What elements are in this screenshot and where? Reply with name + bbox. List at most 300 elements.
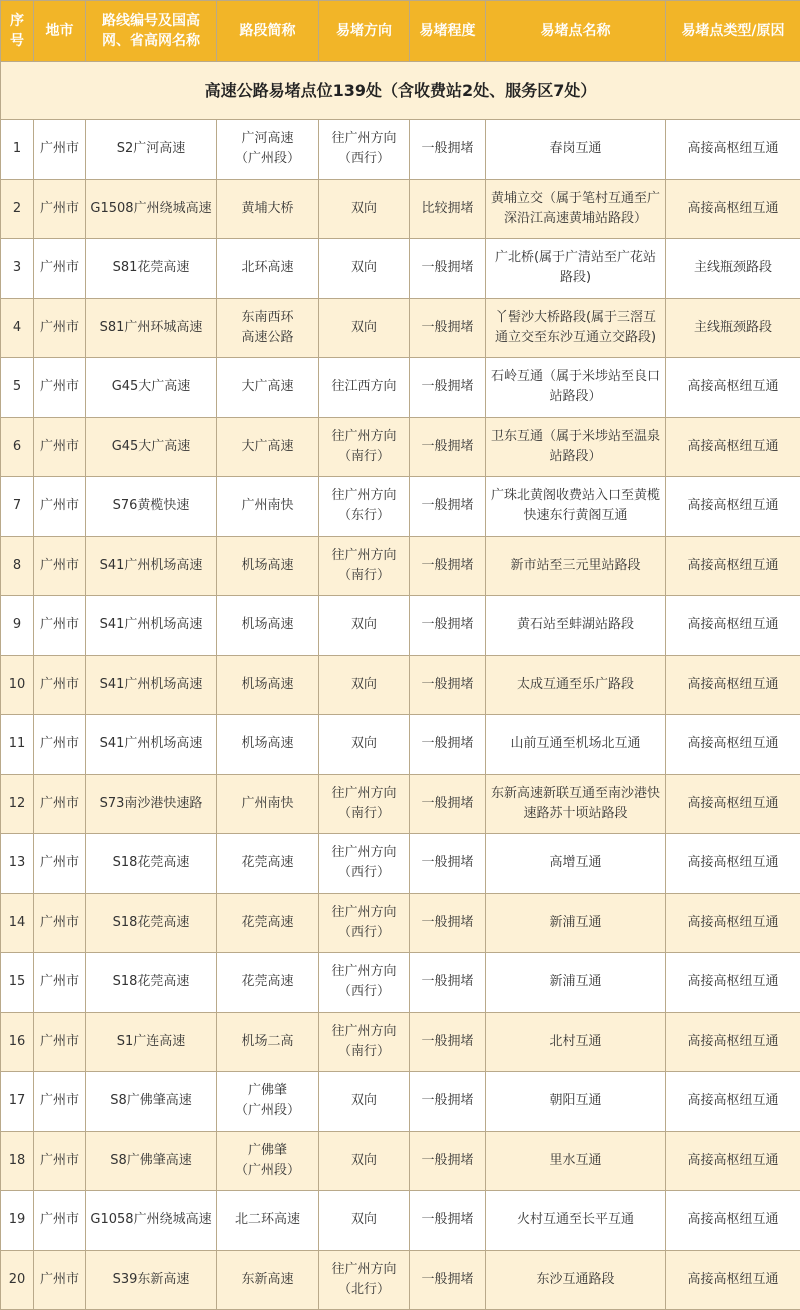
cell-index	[1, 774, 34, 834]
cell-text: S18花莞高速	[89, 853, 213, 873]
cell-text: 19	[4, 1210, 30, 1230]
cell-text: 一般拥堵	[413, 853, 482, 873]
cell-point-name	[486, 358, 666, 418]
cell-route	[86, 1072, 217, 1132]
table-row	[1, 715, 800, 775]
cell-severity	[410, 239, 486, 299]
cell-point-name	[486, 1072, 666, 1132]
cell-text: 往江西方向	[322, 377, 406, 397]
cell-text: S81花莞高速	[89, 258, 213, 278]
cell-point-name	[486, 893, 666, 953]
cell-text: 东南西环 高速公路	[220, 308, 315, 348]
cell-text: 16	[4, 1032, 30, 1052]
cell-severity	[410, 655, 486, 715]
cell-severity	[410, 834, 486, 894]
cell-text: 双向	[322, 1151, 406, 1171]
cell-route	[86, 834, 217, 894]
cell-text: 10	[4, 675, 30, 695]
cell-text: 双向	[322, 258, 406, 278]
cell-text: 一般拥堵	[413, 318, 482, 338]
cell-text: 高接高枢纽互通	[669, 913, 797, 933]
cell-text: 12	[4, 794, 30, 814]
cell-point-type	[666, 536, 800, 596]
cell-text: 新浦互通	[489, 913, 662, 933]
cell-direction	[319, 536, 410, 596]
table-row	[1, 893, 800, 953]
cell-text: 8	[4, 556, 30, 576]
cell-point-type	[666, 477, 800, 537]
cell-severity	[410, 774, 486, 834]
cell-text: 花莞高速	[220, 913, 315, 933]
cell-index	[1, 358, 34, 418]
cell-text: 双向	[322, 199, 406, 219]
table-row	[1, 239, 800, 299]
cell-section	[217, 536, 319, 596]
cell-text: 朝阳互通	[489, 1091, 662, 1111]
cell-text: 广河高速 （广州段）	[220, 129, 315, 169]
cell-text: 广州市	[37, 496, 82, 516]
cell-index	[1, 1131, 34, 1191]
cell-text: 石岭互通（属于米埗站至良口 站路段）	[489, 367, 662, 407]
cell-text: S41广州机场高速	[89, 675, 213, 695]
cell-text: G1508广州绕城高速	[89, 199, 213, 219]
cell-text: 一般拥堵	[413, 913, 482, 933]
cell-text: 一般拥堵	[413, 1270, 482, 1290]
cell-text: 广州市	[37, 675, 82, 695]
cell-text: G45大广高速	[89, 377, 213, 397]
cell-point-type	[666, 953, 800, 1013]
cell-text: 一般拥堵	[413, 496, 482, 516]
cell-section	[217, 298, 319, 358]
cell-section	[217, 893, 319, 953]
cell-text: 广州市	[37, 972, 82, 992]
cell-section	[217, 953, 319, 1013]
cell-severity	[410, 893, 486, 953]
cell-text: 广州市	[37, 1151, 82, 1171]
cell-city	[34, 1191, 86, 1251]
cell-text: S18花莞高速	[89, 913, 213, 933]
cell-direction	[319, 715, 410, 775]
header-route: 路线编号及国高网、省高网名称	[86, 1, 217, 62]
table-row	[1, 358, 800, 418]
cell-text: 春岗互通	[489, 139, 662, 159]
table-row	[1, 834, 800, 894]
cell-city	[34, 1250, 86, 1310]
cell-section	[217, 179, 319, 239]
cell-text: 高接高枢纽互通	[669, 615, 797, 635]
cell-text: 太成互通至乐广路段	[489, 675, 662, 695]
cell-text: 往广州方向 （西行）	[322, 129, 406, 169]
cell-direction	[319, 179, 410, 239]
header-index: 序号	[1, 1, 34, 62]
cell-text: 往广州方向 （北行）	[322, 1260, 406, 1300]
cell-route	[86, 893, 217, 953]
cell-direction	[319, 596, 410, 656]
cell-route	[86, 536, 217, 596]
cell-text: 高接高枢纽互通	[669, 1210, 797, 1230]
cell-point-type	[666, 893, 800, 953]
cell-text: 14	[4, 913, 30, 933]
cell-direction	[319, 120, 410, 180]
cell-index	[1, 953, 34, 1013]
table-row	[1, 1131, 800, 1191]
table-row	[1, 953, 800, 1013]
cell-point-name	[486, 1250, 666, 1310]
cell-text: 火村互通至长平互通	[489, 1210, 662, 1230]
cell-direction	[319, 358, 410, 418]
cell-direction	[319, 953, 410, 1013]
cell-text: 高接高枢纽互通	[669, 1270, 797, 1290]
cell-text: 广州市	[37, 199, 82, 219]
cell-route	[86, 774, 217, 834]
cell-text: 一般拥堵	[413, 139, 482, 159]
cell-direction	[319, 1131, 410, 1191]
cell-text: 卫东互通（属于米埗站至温泉 站路段）	[489, 427, 662, 467]
cell-text: S39东新高速	[89, 1270, 213, 1290]
cell-text: 双向	[322, 675, 406, 695]
cell-section	[217, 1191, 319, 1251]
cell-point-name	[486, 477, 666, 537]
cell-severity	[410, 1072, 486, 1132]
cell-text: S41广州机场高速	[89, 615, 213, 635]
table-row	[1, 1072, 800, 1132]
cell-text: 广州市	[37, 734, 82, 754]
cell-text: 广州市	[37, 853, 82, 873]
cell-text: 高接高枢纽互通	[669, 1091, 797, 1111]
cell-index	[1, 536, 34, 596]
cell-route	[86, 239, 217, 299]
cell-severity	[410, 1250, 486, 1310]
cell-city	[34, 239, 86, 299]
cell-text: 高接高枢纽互通	[669, 794, 797, 814]
cell-text: 北村互通	[489, 1032, 662, 1052]
cell-route	[86, 417, 217, 477]
cell-text: 7	[4, 496, 30, 516]
cell-index	[1, 1250, 34, 1310]
cell-text: 一般拥堵	[413, 556, 482, 576]
cell-text: 广州市	[37, 556, 82, 576]
cell-text: 山前互通至机场北互通	[489, 734, 662, 754]
table-row	[1, 417, 800, 477]
cell-text: 往广州方向 （南行）	[322, 546, 406, 586]
cell-direction	[319, 417, 410, 477]
header-point-type: 易堵点类型/原因	[666, 1, 800, 62]
cell-point-type	[666, 1012, 800, 1072]
cell-point-type	[666, 1191, 800, 1251]
cell-point-name	[486, 417, 666, 477]
header-city: 地市	[34, 1, 86, 62]
cell-section	[217, 596, 319, 656]
cell-text: 往广州方向 （南行）	[322, 1022, 406, 1062]
cell-severity	[410, 417, 486, 477]
cell-direction	[319, 1250, 410, 1310]
cell-text: 东沙互通路段	[489, 1270, 662, 1290]
cell-point-type	[666, 834, 800, 894]
table-row	[1, 774, 800, 834]
cell-text: 往广州方向 （西行）	[322, 962, 406, 1002]
cell-route	[86, 179, 217, 239]
cell-text: 广州市	[37, 139, 82, 159]
cell-text: 广州市	[37, 913, 82, 933]
cell-index	[1, 298, 34, 358]
cell-text: 一般拥堵	[413, 258, 482, 278]
cell-text: 北环高速	[220, 258, 315, 278]
cell-text: 广州市	[37, 258, 82, 278]
cell-text: 广州市	[37, 377, 82, 397]
cell-text: 往广州方向 （西行）	[322, 903, 406, 943]
cell-city	[34, 417, 86, 477]
cell-route	[86, 1012, 217, 1072]
cell-point-name	[486, 655, 666, 715]
cell-point-name	[486, 239, 666, 299]
cell-text: G45大广高速	[89, 437, 213, 457]
header-severity: 易堵程度	[410, 1, 486, 62]
cell-text: 东新高速新联互通至南沙港快 速路苏十顷站路段	[489, 784, 662, 824]
cell-index	[1, 1072, 34, 1132]
cell-point-name	[486, 1131, 666, 1191]
cell-text: G1058广州绕城高速	[89, 1210, 213, 1230]
cell-severity	[410, 477, 486, 537]
cell-text: 主线瓶颈路段	[669, 258, 797, 278]
cell-text: 往广州方向 （南行）	[322, 427, 406, 467]
cell-text: 一般拥堵	[413, 437, 482, 457]
cell-text: 机场高速	[220, 615, 315, 635]
cell-direction	[319, 298, 410, 358]
cell-text: 一般拥堵	[413, 1032, 482, 1052]
cell-text: 新市站至三元里站路段	[489, 556, 662, 576]
cell-text: S1广连高速	[89, 1032, 213, 1052]
cell-city	[34, 953, 86, 1013]
cell-index	[1, 179, 34, 239]
cell-text: 广州南快	[220, 794, 315, 814]
cell-city	[34, 358, 86, 418]
cell-index	[1, 655, 34, 715]
table-row	[1, 1191, 800, 1251]
cell-severity	[410, 358, 486, 418]
table-row	[1, 1012, 800, 1072]
cell-route	[86, 715, 217, 775]
cell-route	[86, 1250, 217, 1310]
cell-text: S8广佛肇高速	[89, 1091, 213, 1111]
header-point-name: 易堵点名称	[486, 1, 666, 62]
cell-section	[217, 1131, 319, 1191]
cell-text: 广州南快	[220, 496, 315, 516]
cell-severity	[410, 298, 486, 358]
cell-severity	[410, 1012, 486, 1072]
cell-route	[86, 298, 217, 358]
cell-text: 机场高速	[220, 734, 315, 754]
cell-section	[217, 1250, 319, 1310]
cell-text: S81广州环城高速	[89, 318, 213, 338]
cell-text: 比较拥堵	[413, 199, 482, 219]
cell-section	[217, 239, 319, 299]
cell-text: 双向	[322, 1091, 406, 1111]
cell-route	[86, 953, 217, 1013]
cell-city	[34, 1012, 86, 1072]
cell-text: 广州市	[37, 1032, 82, 1052]
cell-route	[86, 1131, 217, 1191]
cell-text: 双向	[322, 615, 406, 635]
cell-point-type	[666, 358, 800, 418]
cell-text: 广州市	[37, 615, 82, 635]
cell-text: 黄埔立交（属于笔村互通至广 深沿江高速黄埔站路段）	[489, 189, 662, 229]
header-row	[1, 1, 800, 62]
cell-index	[1, 1191, 34, 1251]
cell-index	[1, 596, 34, 656]
cell-text: 广州市	[37, 1270, 82, 1290]
cell-point-type	[666, 1250, 800, 1310]
cell-city	[34, 536, 86, 596]
cell-text: 广佛肇 （广州段）	[220, 1081, 315, 1121]
cell-text: 广珠北黄阁收费站入口至黄榄 快速东行黄阁互通	[489, 486, 662, 526]
cell-point-type	[666, 774, 800, 834]
cell-point-type	[666, 298, 800, 358]
cell-text: 丫髻沙大桥路段(属于三滘互 通立交至东沙互通立交路段)	[489, 308, 662, 348]
cell-text: 广州市	[37, 794, 82, 814]
table-row	[1, 536, 800, 596]
cell-text: 广州市	[37, 437, 82, 457]
cell-section	[217, 120, 319, 180]
cell-point-type	[666, 120, 800, 180]
cell-point-name	[486, 1012, 666, 1072]
cell-text: 广北桥(属于广清站至广花站 路段)	[489, 248, 662, 288]
cell-section	[217, 1012, 319, 1072]
cell-text: S8广佛肇高速	[89, 1151, 213, 1171]
cell-section	[217, 417, 319, 477]
cell-text: 9	[4, 615, 30, 635]
cell-text: 机场二高	[220, 1032, 315, 1052]
cell-index	[1, 834, 34, 894]
cell-route	[86, 596, 217, 656]
cell-text: 北二环高速	[220, 1210, 315, 1230]
cell-severity	[410, 179, 486, 239]
cell-text: 东新高速	[220, 1270, 315, 1290]
cell-point-type	[666, 715, 800, 775]
cell-text: 高接高枢纽互通	[669, 675, 797, 695]
cell-text: 黄埔大桥	[220, 199, 315, 219]
cell-severity	[410, 715, 486, 775]
cell-text: 一般拥堵	[413, 675, 482, 695]
cell-text: 新浦互通	[489, 972, 662, 992]
cell-route	[86, 358, 217, 418]
cell-text: 黄石站至蚌湖站路段	[489, 615, 662, 635]
cell-point-name	[486, 298, 666, 358]
cell-text: 18	[4, 1151, 30, 1171]
cell-text: 大广高速	[220, 437, 315, 457]
cell-text: 17	[4, 1091, 30, 1111]
table-row	[1, 298, 800, 358]
cell-text: 高接高枢纽互通	[669, 496, 797, 516]
section-title: 高速公路易堵点位139处（含收费站2处、服务区7处）	[1, 62, 800, 120]
cell-severity	[410, 1191, 486, 1251]
cell-point-name	[486, 536, 666, 596]
cell-text: S76黄榄快速	[89, 496, 213, 516]
cell-city	[34, 655, 86, 715]
cell-index	[1, 1012, 34, 1072]
cell-text: 高接高枢纽互通	[669, 734, 797, 754]
cell-city	[34, 774, 86, 834]
cell-direction	[319, 477, 410, 537]
cell-text: S2广河高速	[89, 139, 213, 159]
cell-point-name	[486, 179, 666, 239]
cell-direction	[319, 834, 410, 894]
cell-section	[217, 774, 319, 834]
cell-point-name	[486, 715, 666, 775]
cell-text: 高增互通	[489, 853, 662, 873]
cell-text: 11	[4, 734, 30, 754]
cell-index	[1, 893, 34, 953]
cell-point-type	[666, 179, 800, 239]
cell-text: 双向	[322, 1210, 406, 1230]
cell-point-type	[666, 239, 800, 299]
table-row	[1, 1250, 800, 1310]
cell-point-type	[666, 1131, 800, 1191]
cell-text: 双向	[322, 734, 406, 754]
cell-route	[86, 477, 217, 537]
cell-direction	[319, 239, 410, 299]
cell-text: 13	[4, 853, 30, 873]
cell-city	[34, 179, 86, 239]
cell-text: 一般拥堵	[413, 1091, 482, 1111]
cell-text: S41广州机场高速	[89, 734, 213, 754]
cell-direction	[319, 774, 410, 834]
cell-text: 5	[4, 377, 30, 397]
cell-text: 往广州方向 （东行）	[322, 486, 406, 526]
cell-severity	[410, 1131, 486, 1191]
cell-point-name	[486, 1191, 666, 1251]
cell-text: 往广州方向 （南行）	[322, 784, 406, 824]
cell-point-name	[486, 834, 666, 894]
cell-city	[34, 477, 86, 537]
cell-city	[34, 596, 86, 656]
cell-point-type	[666, 417, 800, 477]
table-row	[1, 596, 800, 656]
cell-text: 一般拥堵	[413, 1210, 482, 1230]
table-row	[1, 477, 800, 537]
cell-text: S73南沙港快速路	[89, 794, 213, 814]
cell-point-name	[486, 596, 666, 656]
cell-city	[34, 1131, 86, 1191]
cell-section	[217, 477, 319, 537]
cell-text: 广佛肇 （广州段）	[220, 1141, 315, 1181]
cell-direction	[319, 893, 410, 953]
cell-text: 花莞高速	[220, 853, 315, 873]
cell-route	[86, 1191, 217, 1251]
cell-point-name	[486, 953, 666, 1013]
cell-text: 一般拥堵	[413, 1151, 482, 1171]
cell-text: 6	[4, 437, 30, 457]
cell-text: 一般拥堵	[413, 377, 482, 397]
cell-text: 主线瓶颈路段	[669, 318, 797, 338]
cell-text: S18花莞高速	[89, 972, 213, 992]
cell-route	[86, 120, 217, 180]
cell-point-type	[666, 1072, 800, 1132]
cell-text: 高接高枢纽互通	[669, 1032, 797, 1052]
cell-section	[217, 358, 319, 418]
cell-text: 高接高枢纽互通	[669, 853, 797, 873]
cell-text: 15	[4, 972, 30, 992]
cell-text: 一般拥堵	[413, 615, 482, 635]
cell-text: 广州市	[37, 1210, 82, 1230]
cell-point-name	[486, 774, 666, 834]
table-row	[1, 120, 800, 180]
cell-severity	[410, 596, 486, 656]
cell-severity	[410, 120, 486, 180]
cell-text: 机场高速	[220, 675, 315, 695]
cell-index	[1, 239, 34, 299]
cell-text: 2	[4, 199, 30, 219]
cell-text: 高接高枢纽互通	[669, 139, 797, 159]
